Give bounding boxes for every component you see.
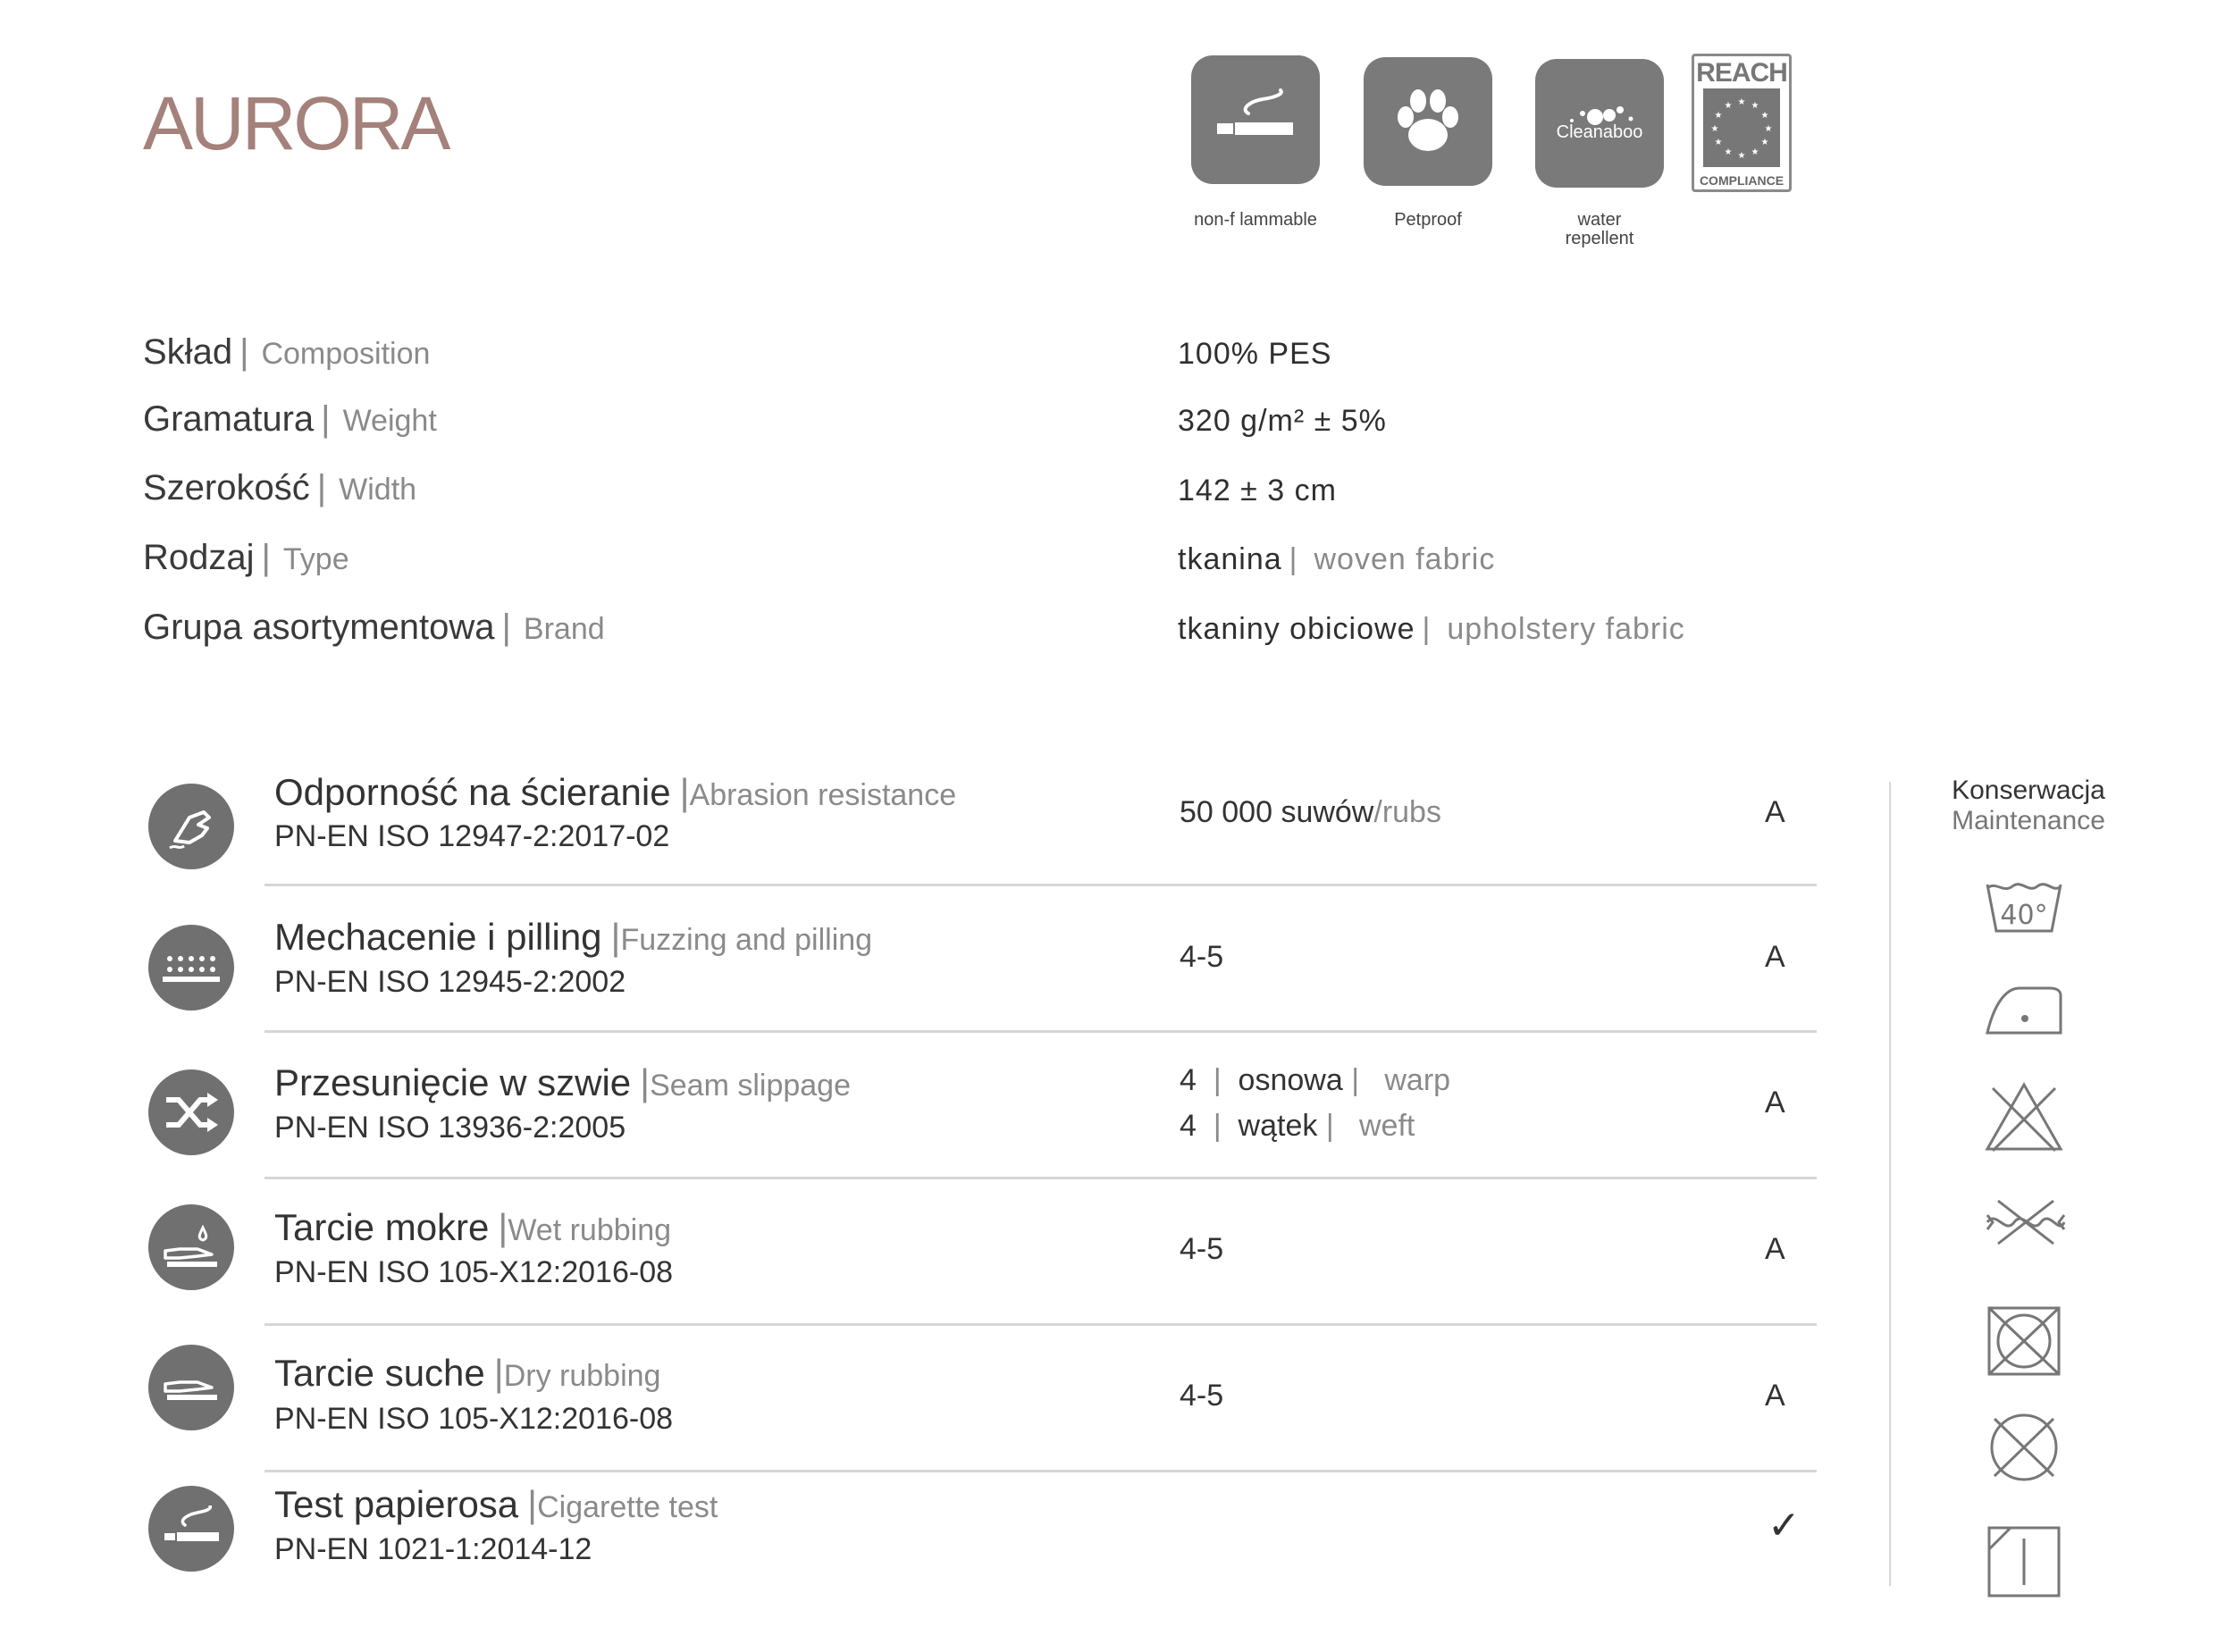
pilling-icon	[148, 925, 234, 1010]
test-seam-class: A	[1765, 1086, 1785, 1120]
wash-temp-text: 40°	[2000, 900, 2048, 931]
reach-compliance-badge	[1692, 54, 1792, 192]
test-seam-weft: 4 | wątek | weft	[1180, 1109, 1415, 1143]
svg-text:★: ★	[1714, 111, 1723, 121]
row-divider	[265, 1470, 1817, 1472]
maintenance-title-pl: Konserwacja	[1952, 776, 2105, 805]
non-flammable-label: non-f lammable	[1194, 210, 1317, 230]
non-flammable-badge	[1191, 55, 1320, 184]
spec-brand-label: Grupa asortymentowa | Brand	[143, 608, 605, 647]
svg-text:★: ★	[1737, 97, 1746, 107]
test-wet-rubbing-name: Tarcie mokre |Wet rubbing	[274, 1206, 672, 1248]
svg-text:★: ★	[1760, 111, 1769, 121]
reach-subtitle: COMPLIANCE	[1699, 173, 1785, 188]
row-divider	[265, 1030, 1817, 1033]
test-cigarette-standard: PN-EN 1021-1:2014-12	[274, 1532, 592, 1566]
cigarette-test-icon	[148, 1486, 234, 1572]
svg-text:★: ★	[1724, 147, 1733, 157]
test-pilling-standard: PN-EN ISO 12945-2:2002	[274, 965, 626, 999]
test-pilling-class: A	[1765, 940, 1785, 974]
test-seam-name: Przesunięcie w szwie |Seam slippage	[274, 1061, 851, 1103]
test-cigarette-name: Test papierosa |Cigarette test	[274, 1483, 718, 1525]
spec-type-label: Rodzaj | Type	[143, 538, 349, 577]
svg-text:★: ★	[1760, 138, 1769, 147]
petproof-label: Petproof	[1394, 210, 1462, 230]
test-seam-standard: PN-EN ISO 13936-2:2005	[274, 1111, 626, 1145]
test-abrasion-name: Odporność na ścieranie |Abrasion resistance	[274, 771, 957, 813]
svg-text:★: ★	[1751, 101, 1759, 111]
paw-icon	[1388, 81, 1468, 162]
spec-composition-label: Skład | Composition	[143, 332, 431, 372]
test-wet-rubbing-standard: PN-EN ISO 105-X12:2016-08	[274, 1255, 674, 1289]
test-wet-rubbing-class: A	[1765, 1232, 1785, 1266]
wash-40-icon	[1984, 879, 2064, 939]
reach-title: REACH	[1696, 58, 1787, 88]
drip-dry-icon	[1984, 1524, 2064, 1604]
svg-text:★: ★	[1751, 147, 1759, 157]
no-tumble-dry-icon	[1984, 1304, 2064, 1382]
svg-text:★: ★	[1737, 151, 1746, 161]
test-pilling-value: 4-5	[1180, 940, 1224, 974]
test-dry-rubbing-value: 4-5	[1180, 1379, 1224, 1413]
test-abrasion-value: 50 000 suwów/rubs	[1180, 795, 1441, 829]
test-seam-warp: 4 | osnowa | warp	[1180, 1063, 1451, 1097]
spec-width-value: 142 ± 3 cm	[1178, 474, 1337, 507]
spec-type-value: tkanina | woven fabric	[1178, 542, 1496, 576]
no-wring-icon	[1984, 1197, 2068, 1252]
cigarette-icon	[1213, 88, 1298, 151]
test-dry-rubbing-class: A	[1765, 1379, 1785, 1413]
test-wet-rubbing-value: 4-5	[1180, 1232, 1224, 1266]
dry-rubbing-icon	[148, 1345, 234, 1430]
test-abrasion-standard: PN-EN ISO 12947-2:2017-02	[274, 819, 670, 853]
water-repellent-badge	[1535, 59, 1664, 188]
test-pilling-name: Mechacenie i pilling |Fuzzing and pilling	[274, 916, 873, 958]
product-title: AURORA	[143, 81, 449, 165]
cleanaboo-text: Cleanaboo	[1556, 122, 1643, 142]
test-abrasion-class: A	[1765, 795, 1785, 829]
svg-text:★: ★	[1764, 124, 1773, 134]
eu-flag-icon	[1703, 88, 1780, 167]
shuffle-arrows-icon	[148, 1069, 234, 1155]
no-bleach-icon	[1984, 1081, 2064, 1157]
row-divider	[265, 1323, 1817, 1326]
no-dry-clean-icon	[1984, 1412, 2064, 1488]
cleanaboo-icon	[1541, 83, 1658, 164]
abrasion-hand-icon	[148, 784, 234, 869]
spec-brand-value: tkaniny obiciowe | upholstery fabric	[1178, 612, 1685, 646]
spec-weight-value: 320 g/m² ± 5%	[1178, 404, 1387, 438]
svg-text:★: ★	[1714, 138, 1723, 147]
petproof-badge	[1364, 57, 1492, 186]
column-divider	[1889, 782, 1891, 1586]
spec-width-label: Szerokość | Width	[143, 468, 417, 507]
spec-weight-label: Gramatura | Weight	[143, 399, 437, 439]
test-dry-rubbing-name: Tarcie suche |Dry rubbing	[274, 1352, 661, 1394]
water-repellent-label: water repellent	[1565, 210, 1634, 248]
svg-text:★: ★	[1710, 124, 1719, 134]
spec-composition-value: 100% PES	[1178, 337, 1332, 371]
test-dry-rubbing-standard: PN-EN ISO 105-X12:2016-08	[274, 1402, 674, 1436]
maintenance-title-en: Maintenance	[1952, 806, 2105, 835]
row-divider	[265, 1177, 1817, 1179]
iron-icon	[1984, 983, 2064, 1043]
row-divider	[265, 884, 1817, 886]
test-cigarette-check: ✓	[1768, 1504, 1801, 1547]
wet-rubbing-icon	[148, 1204, 234, 1290]
svg-text:★: ★	[1724, 101, 1733, 111]
